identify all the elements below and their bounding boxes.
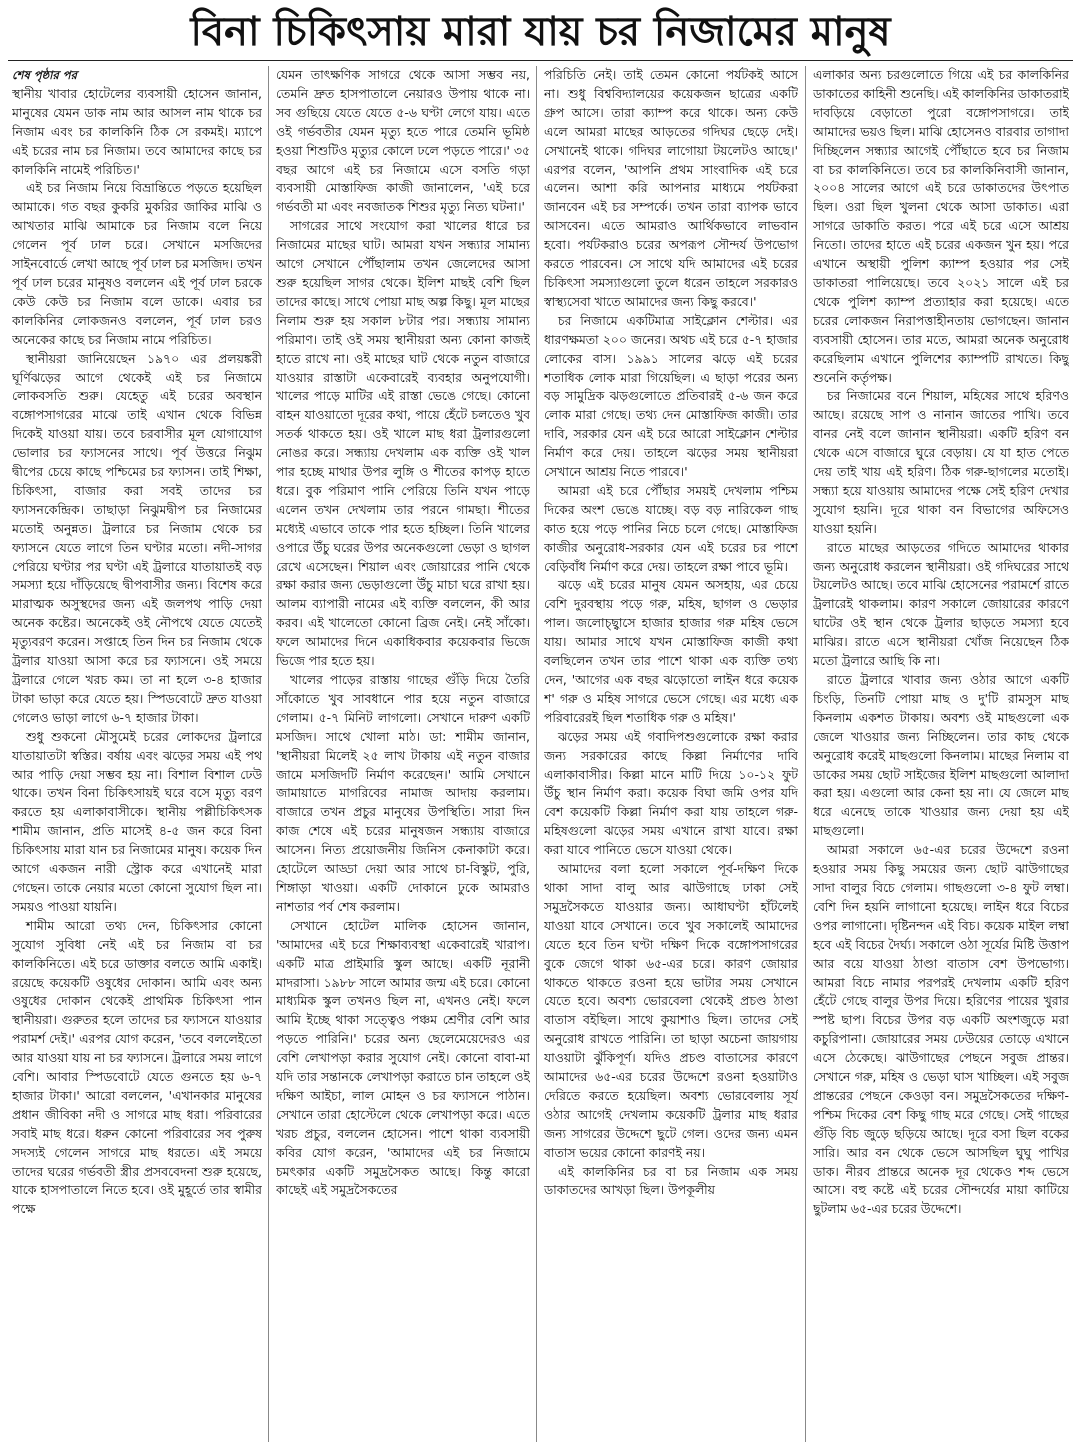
column-1	[12, 66, 262, 1442]
paragraph: পরিচিতি নেই। তাই তেমন কোনো পর্যটকই আসে না। শুধু বিশ্ববিদ্যালয়ের কয়েকজন ছাত্রের একটি গ্রুপ আসে। তারা ক্যাম্প করে থাকে। অন্য কেউ এলে আমরা মাছের আড়তের গদিঘর ছেড়ে দেই। সেখানেই থাকে। গদিঘর লাগোয়া টয়লেটও আছে।' এরপর বলেন, 'আপনি প্রথম সাংবাদিক এই চরে এলেন। আশা করি আপনার মাধ্যমে পর্যটকরা জানবেন এই চর সম্পর্কে। তখন তারা ব্যাপক ভাবে আসবেন। এতে আমরাও আর্থিকভাবে লাভবান হবো। পর্যটকরাও চরের অপরূপ সৌন্দর্য উপভোগ করতে পারবেন। সে সাথে যদি আমাদের এই চরের চিকিৎসা সমস্যাগুলো তুলে ধরেন তাহলে সরকারও স্বাস্থ্যসেবা খাতে আমাদের জন্য কিছু করবে।'	[544, 67, 798, 309]
paragraph: এলাকার অন্য চরগুলোতে গিয়ে এই চর কালকিনির ডাকাতের কাহিনী শুনেছি। এই কালকিনির ডাকাতরাই দাবড়িয়ে বেড়াতো পুরো বঙ্গোপসাগরে। তাই আমাদের ভয়ও ছিল। মাঝি হোসেনও বারবার তাগাদা দিচ্ছিলেন সন্ধ্যার আগেই পৌঁছাতে হবে চর নিজাম বা চর কালকিনিতে। তবে চর কালকিনিবাসী জানান, ২০০৪ সালের আগে এই চরে ডাকাতদের উৎপাত ছিল। ওরা ছিল খুলনা থেকে আসা ডাকাত। এরা সাগরে ডাকাতি করত। পরে এই চরে এসে আশ্রয় নিতো। তাদের হাতে এই চরের একজন খুন হয়। পরে এখানে অস্থায়ী পুলিশ ক্যাম্প হওয়ার পর সেই ডাকাতরা পালিয়েছে। তবে ২০২১ সালে এই চর থেকে পুলিশ ক্যাম্প প্রত্যাহার করা হয়েছে। এতে চরের লোকজন নিরাপত্তাহীনতায় ভোগছেন। জানান ব্যবসায়ী হোসেন। তার মতে, আমরা অনেক অনুরোধ করেছিলাম এখানে পুলিশের ক্যাম্পটি রাখতে। কিছু শুনেনি কর্তৃপক্ষ।	[813, 67, 1069, 385]
column-divider	[268, 66, 269, 1442]
column-2	[276, 66, 530, 1442]
column-divider	[536, 66, 537, 1442]
column-3	[544, 66, 798, 1442]
kicker: শেষ পৃষ্ঠার পর	[12, 68, 77, 82]
paragraph: এই কালকিনির চর বা চর নিজাম এক সময় ডাকাতদের আখড়া ছিল। উপকূলীয়	[544, 1163, 798, 1198]
paragraph: চর নিজামের বনে শিয়াল, মহিষের সাথে হরিণও আছে। রয়েছে সাপ ও নানান জাতের পাখি। তবে বানর নেই বলে জানান স্থানীয়রা। একটি হরিণ বন থেকে এসে বাজারে ঘুরে বেড়ায়। যে যা হাত পেতে দেয় তাই খায় এই হরিণ। ঠিক গরু-ছাগলের মতোই। সন্ধ্যা হয়ে যাওয়ায় আমাদের পক্ষে সেই হরিণ দেখার সুযোগ হয়নি। দূরে থাকা বন বিভাগের অফিসেও যাওয়া হয়নি।	[813, 388, 1069, 536]
paragraph: খালের পাড়ের রাস্তায় গাছের গুঁড়ি দিয়ে তৈরি সাঁকোতে খুব সাবধানে পার হয়ে নতুন বাজারে গেলাম। ৫-৭ মিনিট লাগলো। সেখানে দারুণ একটি মসজিদ। সাথে খোলা মাঠ। ডা: শামীম জানান, 'স্থানীয়রা মিলেই ২৫ লাখ টাকায় এই নতুন বাজার জামে মসজিদটি নির্মাণ করেছেন।' আমি সেখানে জামায়াতে মাগরিবের নামাজ আদায় করলাম। বাজারে তখন প্রচুর মানুষের উপস্থিতি। সারা দিন কাজ শেষে এই চরের মানুষজন সন্ধ্যায় বাজারে আসেন। নিত্য প্রয়োজনীয় জিনিস কেনাকাটা করে। হোটেলে আড্ডা দেয়া আর সাথে চা-বিস্কুট, পুরি, শিঙ্গাড়া খাওয়া। একটি দোকানে ঢুকে আমরাও নাশতার পর্ব শেষ করলাম।	[276, 672, 530, 914]
paragraph: ঝড়ের সময় এই গবাদিপশুগুলোকে রক্ষা করার জন্য সরকারের কাছে কিল্লা নির্মাণের দাবি এলাকাবাসীর। কিল্লা মানে মাটি দিয়ে ১০-১২ ফুট উঁচু স্থান নির্মাণ করা। কয়েক বিঘা জমি ওপর যদি বেশ কয়েকটি কিল্লা নির্মাণ করা যায় তাহলে গরু-মহিষগুলো ঝড়ের সময় এখানে রাখা যাবে। রক্ষা করা যাবে পানিতে ভেসে যাওয়া থেকে।	[544, 728, 798, 858]
paragraph: শামীম আরো তথ্য দেন, চিকিৎসার কোনো সুযোগ সুবিধা নেই এই চর নিজাম বা চর কালকিনিতে। এই চরে ডাক্তার বলতে আমি একাই। রয়েছে কয়েকটি ওষুধের দোকান। আমি এবং অন্য ওষুধের দোকান থেকেই প্রাথমিক চিকিৎসা পান স্থানীয়রা। গুরুতর হলে তাদের চর ফ্যাসনে যাওয়ার পরামর্শ দেই।' এরপর যোগ করেন, 'তবে বললেইতো আর যাওয়া যায় না চর ফ্যাসনে। ট্রলারে সময় লাগে বেশি। আবার স্পিডবোটে যেতে গুনতে হয় ৬-৭ হাজার টাকা।' আরো বললেন, 'এখানকার মানুষের প্রধান জীবিকা নদী ও সাগরে মাছ ধরা। পরিবারের সবাই মাছ ধরে। ধরুন কোনো পরিবারের সব পুরুষ সদস্যই গেলেন সাগরে মাছ ধরতে। এই সময়ে তাদের ঘরের গর্ভবতী স্ত্রীর প্রসববেদনা শুরু হয়েছে, যাকে হাসপাতালে নিতে হবে। ওই মুহূর্তে তার স্বামীর পক্ষে	[12, 917, 262, 1217]
column-4	[813, 66, 1069, 1442]
paragraph: রাতে ট্রলারে খাবার জন্য ওঠার আগে একটি চিংড়ি, তিনটি পোয়া মাছ ও দু'টি রামসুস মাছ কিনলাম একশত টাকায়। অবশ্য ওই মাছগুলো এক জেলে খাওয়ার জন্য নিচ্ছিলেন। তার কাছ থেকে অনুরোধ করেই মাছগুলো কিনলাম। মাছের নিলাম বা ডাকের সময় ছোট সাইজের ইলিশ মাছগুলো আলাদা করা হয়। এগুলো আর কেনা হয় না। যে জেলে মাছ ধরে এনেছে তাকে খাওয়ার জন্য দেয়া হয় এই মাছগুলো।	[813, 672, 1069, 839]
paragraph: যেমন তাৎক্ষণিক সাগরে থেকে আসা সম্ভব নয়, তেমনি দ্রুত হাসপাতালে নেয়ারও উপায় থাকে না। সব গুছিয়ে যেতে যেতে ৫-৬ ঘণ্টা লেগে যায়। এতে ওই গর্ভবতীর যেমন মৃত্যু হতে পারে তেমনি ভূমিষ্ঠ হওয়া শিশুটিও মৃত্যুর কোলে ঢলে পড়তে পারে।' ৩৫ বছর আগে এই চর নিজামে এসে বসতি গড়া ব্যবসায়ী মোস্তাফিজ কাজী জানালেন, 'এই চরে গর্ভবতী মা এবং নবজাতক শিশুর মৃত্যু নিত্য ঘটনা।'	[276, 67, 530, 215]
paragraph: স্থানীয়রা জানিয়েছেন ১৯৭০ এর প্রলয়ঙ্করী ঘূর্ণিঝড়ের আগে থেকেই এই চর নিজামে লোকবসতি শুরু। যেহেতু এই চরের অবস্থান বঙ্গোপসাগরের মাঝে তাই এখান থেকে বিভিন্ন দিকেই যাওয়া যায়। তবে চরবাসীর মূল যোগাযোগ ভোলার চর ফ্যাসনের সাথে। পূর্ব উত্তরে নিঝুম দ্বীপের চেয়ে কাছে পশ্চিমের চর ফ্যাসন। তাই শিক্ষা, চিকিৎসা, বাজার করা সবই তাদের চর ফ্যাসনকেন্দ্রিক। তাছাড়া নিঝুমদ্বীপ চর নিজামের মতোই অনুন্নত। ট্রলারে চর নিজাম থেকে চর ফ্যাসনে যেতে লাগে তিন ঘণ্টার মতো। নদী-সাগর পেরিয়ে ঘণ্টার পর ঘণ্টা এই ট্রলারে যাতায়াতই বড় সমস্যা হয়ে দাঁড়িয়েছে দ্বীপবাসীর জন্য। বিশেষ করে মারাত্মক অসুস্থদের জন্য এই জলপথ পাড়ি দেয়া অনেক কষ্টের। অনেকেই ওই নৌপথে যেতে যেতেই মৃত্যুবরণ করেন। সপ্তাহে তিন দিন চর নিজাম থেকে ট্রলার যাওয়া আসা করে চর ফ্যাসনে। ওই সময়ে ট্রলারে গেলে খরচ কম। তা না হলে ৩-৪ হাজার টাকা ভাড়া করে যেতে হয়। স্পিডবোটে দ্রুত যাওয়া গেলেও ভাড়া লাগে ৬-৭ হাজার টাকা।	[12, 350, 262, 725]
headline: বিনা চিকিৎসায় মারা যায় চর নিজামের মানুষ	[190, 8, 891, 55]
paragraph: স্থানীয় খাবার হোটেলের ব্যবসায়ী হোসেন জানান, মানুষের যেমন ডাক নাম আর আসল নাম থাকে চর নিজাম এবং চর কালকিনি ঠিক সে রকমই। ম্যাপে এই চরের নাম চর নিজাম। তবে আমাদের কাছে চর কালকিনি নামেই পরিচিত।'	[12, 85, 262, 177]
paragraph: শুধু শুকনো মৌসুমেই চরের লোকদের ট্রলারে যাতায়াতটা স্বস্তির। বর্ষায় এবং ঝড়ের সময় এই পথ আর পাড়ি দেয়া সম্ভব হয় না। বিশাল বিশাল ঢেউ থাকে। তখন বিনা চিকিৎসায়ই ঘরে বসে মৃত্যু বরণ করতে হয় এলাকাবাসীকে। স্থানীয় পল্লীচিকিৎসক শামীম জানান, প্রতি মাসেই ৪-৫ জন করে বিনা চিকিৎসায় মারা যান চর নিজামের মানুষ। কয়েক দিন আগে একজন নারী স্ট্রোক করে এখানেই মারা গেছেন। তাকে নেয়ার মতো কোনো সুযোগ ছিল না। সময়ও পাওয়া যায়নি।	[12, 728, 262, 914]
headline-rule	[8, 60, 1073, 61]
paragraph: সাগরের সাথে সংযোগ করা খালের ধারে চর নিজামের মাছের ঘাট। আমরা যখন সন্ধ্যার সামান্য আগে সেখানে পৌঁছালাম তখন জেলেদের আসা শুরু হয়েছিল সাগর থেকে। ইলিশ মাছই বেশি ছিল তাদের কাছে। সাথে পোয়া মাছ অল্প কিছু। মূল মাছের নিলাম শুরু হয় সকাল ৮টার পর। সন্ধ্যায় সামান্য পরিমাণ। তাই ওই সময় স্থানীয়রা অন্য কোনা কাজই হাতে রাখে না। ওই মাছের ঘাট থেকে নতুন বাজারে যাওয়ার রাস্তাটা একেবারেই ব্যবহার অনুপযোগী। খালের পাড়ে মাটির এই রাস্তা ভেঙে গেছে। কোনো বাহন যাওয়াতো দূরের কথা, পায়ে হেঁটে চলতেও খুব সতর্ক থাকতে হয়। ওই খালে মাছ ধরা ট্রলারগুলো নোঙর করে। সন্ধ্যায় দেখলাম এক ব্যক্তি ওই খাল পার হচ্ছে মাথার উপর লুঙ্গি ও শীতের কাপড় হাতে ধরে। বুক পরিমাণ পানি পেরিয়ে তিনি যখন পাড়ে এলেন তখন দেখলাম তার পরনে গামছা। শীতের মধ্যেই এভাবে তাকে পার হতে হচ্ছিল। তিনি খালের ওপারে উঁচু ঘরের উপর অনেকগুলো ভেড়া ও ছাগল রেখে এসেছেন। শিয়াল এবং জোয়ারের পানি থেকে রক্ষা করার জন্য ভেড়াগুলো উঁচু মাচা ঘরে রাখা হয়। আলম ব্যাপারী নামের এই ব্যক্তি বললেন, কী আর করব। এই খালেতো কোনো ব্রিজ নেই। নেই সাঁকো। ফলে আমাদের দিনে একাধিকবার কয়েকবার ভিজে ভিজে পার হতে হয়।	[276, 218, 530, 669]
paragraph: ঝড়ে এই চরের মানুষ যেমন অসহায়, এর চেয়ে বেশি দুরবস্থায় পড়ে গরু, মহিষ, ছাগল ও ভেড়ার পাল। জলোচ্ছ্বাসে হাজার হাজার গরু মহিষ ভেসে যায়। আমার সাথে যখন মোস্তাফিজ কাজী কথা বলছিলেন তখন তার পাশে থাকা এক ব্যক্তি তথ্য দেন, 'আগের এক বছর ঝড়োতো লাইন ধরে কয়েক শ' গরু ও মহিষ সাগরে ভেসে গেছে। এর মধ্যে এক পরিবারেরই ছিল শতাধিক গরু ও মহিষ।'	[544, 577, 798, 725]
paragraph: আমাদের বলা হলো সকালে পূর্ব-দক্ষিণ দিকে থাকা সাদা বালু আর ঝাউগাছে ঢাকা সেই সমুদ্রসৈকতে যাওয়ার জন্য। আধাঘণ্টা হাঁটলেই যাওয়া যাবে সেখানে। তবে খুব সকালেই আমাদের যেতে হবে তিন ঘণ্টা দক্ষিণ দিকে বঙ্গোপসাগরের বুকে জেগে থাকা ৬৫-এর চরে। কারণ জোয়ার থাকতে থাকতে রওনা হয়ে ভাটার সময় সেখানে যেতে হবে। অবশ্য ভোরবেলা থেকেই প্রচণ্ড ঠাণ্ডা বাতাস বইছিল। সাথে কুয়াশাও ছিল। তাদের সেই অনুরোধ রাখতে পারিনি। তা ছাড়া অচেনা জায়গায় যাওয়াটা ঝুঁকিপূর্ণ। যদিও প্রচণ্ড বাতাসের কারণে আমাদের ৬৫-এর চরের উদ্দেশে রওনা হওয়াটাও দেরিতে করতে হয়েছিল। অবশ্য ভোরবেলায় সূর্য ওঠার আগেই দেখলাম কয়েকটি ট্রলার মাছ ধরার জন্য সাগরের উদ্দেশে ছুটে গেল। ওদের জন্য এমন বাতাস ভয়ের কোনো কারণই নয়।	[544, 861, 798, 1160]
paragraph: আমরা এই চরে পৌঁছার সময়ই দেখলাম পশ্চিম দিকের অংশ ভেঙে যাচ্ছে। বড় বড় নারিকেল গাছ কাত হয়ে পড়ে পানির নিচে চলে গেছে। মোস্তাফিজ কাজীর অনুরোধ-সরকার যেন এই চরের চর পাশে বেড়িবাঁধ নির্মাণ করে দেয়। তাহলে রক্ষা পাবে ভূমি।	[544, 482, 798, 574]
paragraph: সেখানে হোটেল মালিক হোসেন জানান, 'আমাদের এই চরে শিক্ষাব্যবস্থা একেবারেই খারাপ। একটি মাত্র প্রাইমারি স্কুল আছে। একটি নূরানী মাদরাসা। ১৯৮৮ সালে আমার জন্ম এই চরে। কোনো মাধ্যমিক স্কুল তখনও ছিল না, এখনও নেই। ফলে আমি ইচ্ছে থাকা সত্ত্বেও পঞ্চম শ্রেণীর বেশি আর পড়তে পারিনি।' চরের অন্য ছেলেমেয়েদেরও এর বেশি লেখাপড়া করার সুযোগ নেই। কোনো বাবা-মা যদি তার সন্তানকে লেখাপড়া করাতে চান তাহলে ওই দক্ষিণ আইচা, লাল মোহন ও চর ফ্যাসনে পাঠান। সেখানে তারা হোস্টেলে থেকে লেখাপড়া করে। এতে খরচ প্রচুর, বললেন হোসেন। পাশে থাকা ব্যবসায়ী কবির যোগ করেন, 'আমাদের এই চর নিজামে চমৎকার একটি সমুদ্রসৈকত আছে। কিন্তু কারো কাছেই এই সমুদ্রসৈকতের	[276, 917, 530, 1198]
paragraph: চর নিজামে একটিমাত্র সাইক্লোন শেল্টার। এর ধারণক্ষমতা ২০০ জনের। অথচ এই চরে ৫-৭ হাজার লোকের বাস। ১৯৯১ সালের ঝড়ে এই চরের শতাধিক লোক মারা গিয়েছিল। এ ছাড়া পরের অন্য বড় সামুদ্রিক ঝড়গুলোতে প্রতিবারই ৫-৬ জন করে লোক মারা গেছে। তথ্য দেন মোস্তাফিজ কাজী। তার দাবি, সরকার যেন এই চরে আরো সাইক্লোন শেল্টার নির্মাণ করে দেয়। তাহলে ঝড়ের সময় স্থানীয়রা সেখানে আশ্রয় নিতে পারবে।'	[544, 312, 798, 480]
paragraph: আমরা সকালে ৬৫-এর চরের উদ্দেশে রওনা হওয়ার সময় কিছু সময়ের জন্য ছোট ঝাউগাছের সাদা বালুর বিচে গেলাম। গাছগুলো ৩-৪ ফুট লম্বা। বেশি দিন হয়নি লাগানো হয়েছে। লাইন ধরে বিচের ওপর লাগানো। দৃষ্টিনন্দন এই বিচ। কয়েক মাইল লম্বা হবে এই বিচের দৈর্ঘ্য। সকালে ওঠা সূর্যের মিষ্টি উত্তাপ আর বয়ে যাওয়া ঠাণ্ডা বাতাস বেশ উপভোগ্য। আমরা বিচে নামার পরপরই দেখলাম একটি হরিণ হেঁটে গেছে বালুর উপর দিয়ে। হরিণের পায়ের খুরার স্পষ্ট ছাপ। বিচের উপর বড় একটি অংশজুড়ে মরা কচুরিপানা। জোয়ারের সময় ঢেউয়ের তোড়ে এখানে এসে ঠেকেছে। ঝাউগাছের পেছনে সবুজ প্রান্তর। সেখানে গরু, মহিষ ও ভেড়া ঘাস খাচ্ছিল। এই সবুজ প্রান্তরের পেছনে কেওড়া বন। সমুদ্রসৈকতের দক্ষিণ-পশ্চিম দিকের বেশ কিছু গাছ মরে গেছে। সেই গাছের গুঁড়ি বিচ জুড়ে ছড়িয়ে আছে। দূরে বসা ছিল বকের সারি। আর বন থেকে ভেসে আসছিল ঘুঘু পাখির ডাক। নীরব প্রান্তরে অনেক দূর থেকেও শব্দ ভেসে আসে। বহু কষ্টে এই চরের সৌন্দর্যের মায়া কাটিয়ে ছুটলাম ৬৫-এর চরের উদ্দেশে।	[813, 842, 1069, 1217]
paragraph: রাতে মাছের আড়তের গদিতে আমাদের থাকার জন্য অনুরোধ করলেন স্থানীয়রা। ওই গদিঘরের সাথে টয়লেটও আছে। তবে মাঝি হোসেনের পরামর্শে রাতে ট্রলারেই থাকলাম। কারণ সকালে জোয়ারের কারণে ঘাটের ওই স্থান থেকে ট্রলার ছাড়তে সমস্যা হবে মাঝির। রাতে এসে স্থানীয়রা খোঁজ নিয়েছেন ঠিক মতো ট্রলারে আছি কি না।	[813, 539, 1069, 669]
paragraph: এই চর নিজাম নিয়ে বিভ্রান্তিতে পড়তে হয়েছিল আমাকে। গত বছর কুকরি মুকরির জাকির মাঝি ও আখতার মাঝি আমাকে চর নিজাম বলে নিয়ে গেলেন পূর্ব ঢাল চরে। সেখানে মসজিদের সাইনবোর্ডে লেখা আছে পূর্ব ঢাল চর মসজিদ। তখন পূর্ব ঢাল চরের মানুষও বললেন এই পূর্ব ঢাল চরকে কেউ কেউ চর নিজাম বলে ডাকে। এবার চর কালকিনির লোকজনও বললেন, পূর্ব ঢাল চরও অনেকের কাছে চর নিজাম নামে পরিচিত।	[12, 180, 262, 347]
column-divider	[805, 66, 806, 1442]
